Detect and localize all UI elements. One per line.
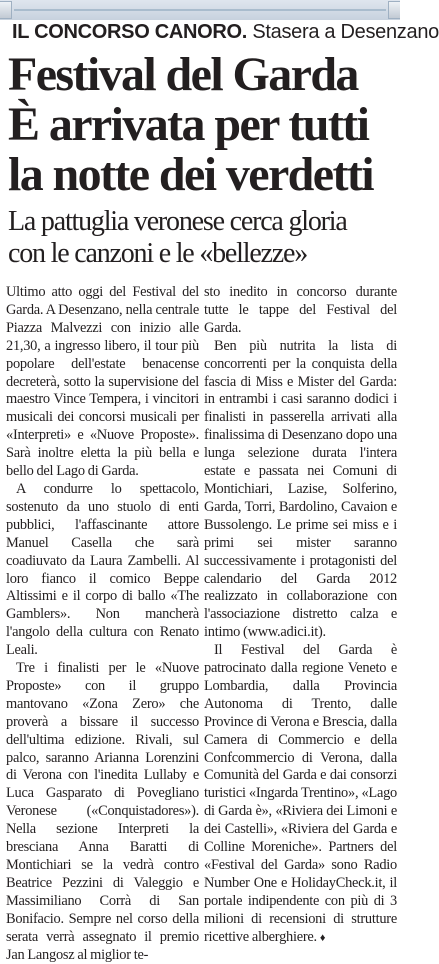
column-gutter bbox=[200, 290, 201, 920]
subheadline bbox=[8, 206, 398, 270]
subheadline-line-2: con le canzoni e le «bellezze» bbox=[8, 238, 308, 269]
subheadline-line-1: La pattuglia veronese cerca gloria bbox=[8, 206, 347, 237]
end-of-article-mark: ♦ bbox=[319, 931, 326, 944]
kicker-section: IL CONCORSO CANORO. bbox=[12, 21, 248, 43]
article-paragraph: A condurre lo spettacolo, sostenuto da uno stuolo di enti pubblici, l'affascinante attore Manuel Casella che sarà coadiuvato da Laura Zambelli. Al loro fianco il comico Beppe Altissimi e il corpo di ballo «The Gamblers». Non mancherà l'angolo della cultura con Renato Leali. bbox=[6, 480, 199, 659]
article-paragraph-text: Il Festival del Garda è patrocinato dalla regione Veneto e Lombardia, dalla Provincia Autonoma di Trento, dalle Province di Verona e Brescia, dalla Camera di Commercio e della Confcommercio di Verona, dalla Comunità del Garda e dai consorzi turistici «Ingarda Trentino», «Lago di Garda è», «Riviera dei Limoni e dei Castelli», «Riviera del Garda e Colline Moreniche». Partners del «Festival del Garda» sono Radio Number One e HolidayCheck.it, il portale indipendente con più di 3 milioni di recensioni di strutture ricettive alberghiere. bbox=[204, 642, 397, 945]
headline bbox=[8, 50, 400, 200]
kicker bbox=[12, 20, 439, 44]
article-paragraph bbox=[204, 642, 397, 947]
headline-line-2: È arrivata per tutti bbox=[8, 98, 369, 151]
article-column-left bbox=[6, 284, 199, 964]
bar-left-cap bbox=[0, 1, 12, 19]
bar-rule bbox=[14, 9, 386, 11]
article-column-right bbox=[204, 284, 397, 948]
article-paragraph: sto inedito in concorso durante tutte le tappe del Festival del Garda. bbox=[204, 284, 397, 336]
kicker-location: Stasera a Desenzano bbox=[252, 21, 439, 43]
headline-line-1: Festival del Garda bbox=[8, 48, 358, 101]
bar-right-cap bbox=[388, 1, 400, 19]
article-paragraph: Ben più nutrita la lista di concorrenti per la conquista della fascia di Miss e Mister del Garda: in entrambi i casi saranno dodici i finalisti in passerella arrivati alla finalissima di Desenzano dopo una lunga selezione durata l'intera estate e passata nei Comuni di Montichiari, Lazise, Solferino, Garda, Torri, Bardolino, Cavaion e Bussolengo. Le prime sei miss e i primi sei mister saranno successivamente i protagonisti del calendario del Garda 2012 realizzato in collaborazione con l'associazione distretto calza e intimo (www.adici.it). bbox=[204, 337, 397, 641]
article-paragraph: Tre i finalisti per le «Nuove Proposte» con il gruppo mantovano «Zona Zero» che proverà a bissare il successo dell'ultima edizione. Rivali, sul palco, saranno Arianna Lorenzini di Verona con l'inedita Lullaby e Luca Gasparato di Povegliano Veronese («Conquistadores»). Nella sezione Interpreti la bresciana Anna Baratti di Montichiari se la vedrà contro Beatrice Pezzini di Valeggio e Massimiliano Corrà di San Bonifacio. Sempre nel corso della serata verrà assegnato il premio Jan Langosz al miglior te- bbox=[6, 660, 199, 963]
headline-line-3: la notte dei verdetti bbox=[8, 148, 373, 201]
article-paragraph: Ultimo atto oggi del Festival del Garda. A Desenzano, nella centrale Piazza Malvezzi con inizio alle 21,30, a ingresso libero, il tour più popolare dell'estate benacense decreterà, sotto la supervisione del maestro Vince Tempera, i vincitori musicali dei concorsi musicali per «Interpreti» e «Nuove Proposte». Sarà inoltre eletta la più bella e bello del Lago di Garda. bbox=[6, 284, 199, 480]
top-decorative-bar bbox=[0, 0, 400, 20]
